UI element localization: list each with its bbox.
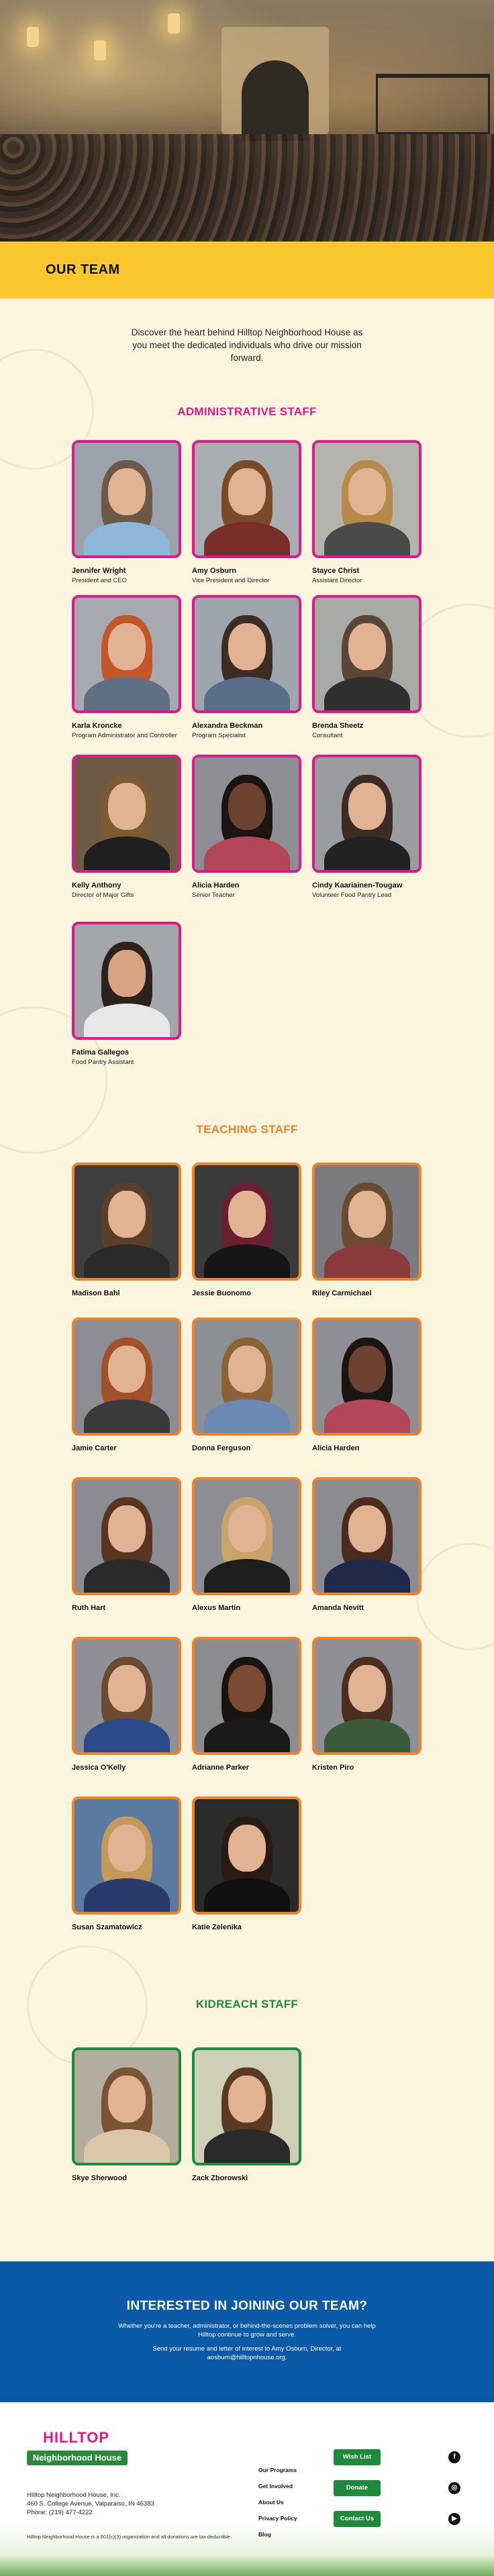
staff-photo xyxy=(72,595,181,713)
phone-number: Phone: (219) 477-4222 xyxy=(27,2509,93,2516)
staff-card xyxy=(192,1637,301,1772)
footer-link-about[interactable]: About Us xyxy=(258,2499,284,2506)
staff-photo xyxy=(312,1477,422,1595)
staff-name: Adrianne Parker xyxy=(192,1764,249,1772)
join-heading: INTERESTED IN JOINING OUR TEAM? xyxy=(126,2299,368,2313)
staff-card xyxy=(72,755,181,900)
staff-role: Assistant Director xyxy=(312,577,362,584)
staff-photo xyxy=(192,1796,301,1915)
staff-role: Program Administrator and Controller xyxy=(72,732,177,739)
staff-name: Jennifer Wright xyxy=(72,567,126,575)
staff-photo xyxy=(312,440,422,558)
staff-photo xyxy=(192,440,301,558)
footer-links xyxy=(258,2467,297,2547)
staff-name: Stayce Christ xyxy=(312,567,360,575)
tax-note: Hilltop Neighborhood House is a 501(c)(3) organization and all donations are tax deductible. xyxy=(27,2534,232,2540)
staff-card xyxy=(72,1637,181,1772)
staff-card xyxy=(72,922,181,1067)
footer-address xyxy=(27,2491,154,2517)
staff-name: Katie Zelenika xyxy=(192,1923,242,1931)
staff-name: Alicia Harden xyxy=(192,881,240,890)
staff-role: Director of Major Gifts xyxy=(72,892,134,899)
join-contact-text: Send your resume and letter of interest to Amy Osburn, Director, at aosburn@hilltopnhouse.org. xyxy=(152,2345,342,2361)
instagram-icon[interactable]: ◎ xyxy=(448,2482,460,2494)
staff-name: Alexus Martin xyxy=(192,1604,241,1612)
staff-card xyxy=(312,1477,422,1612)
staff-name: Alicia Harden xyxy=(312,1444,360,1452)
staff-role: President and CEO xyxy=(72,577,127,584)
street-address: 460 S. College Avenue, Valparaiso, IN 46383 xyxy=(27,2500,154,2508)
staff-photo xyxy=(192,1318,301,1436)
staff-card xyxy=(192,2047,301,2182)
administrative-staff-heading: ADMINISTRATIVE STAFF xyxy=(177,405,317,418)
staff-photo xyxy=(192,2047,301,2165)
staff-photo xyxy=(312,1163,422,1281)
staff-card xyxy=(192,440,301,585)
staff-name: Amanda Nevitt xyxy=(312,1604,364,1612)
staff-photo xyxy=(72,1477,181,1595)
staff-photo xyxy=(72,1318,181,1436)
contact-us-button[interactable]: Contact Us xyxy=(334,2511,381,2527)
hero-balcony xyxy=(376,74,490,134)
staff-photo xyxy=(312,1318,422,1436)
footer-link-privacy[interactable]: Privacy Policy xyxy=(258,2515,297,2522)
staff-card xyxy=(192,595,301,740)
hero-archway xyxy=(242,60,309,141)
staff-name: Kelly Anthony xyxy=(72,881,121,890)
staff-name: Jessica O'Kelly xyxy=(72,1764,126,1772)
staff-name: Fatima Gallegos xyxy=(72,1049,129,1057)
staff-name: Amy Osburn xyxy=(192,567,237,575)
footer xyxy=(0,2402,494,2576)
staff-card xyxy=(312,755,422,900)
hero-photo xyxy=(0,0,494,241)
staff-name: Brenda Sheetz xyxy=(312,722,364,730)
footer-link-programs[interactable]: Our Programs xyxy=(258,2467,297,2473)
staff-card xyxy=(72,2047,181,2182)
staff-photo xyxy=(312,755,422,873)
staff-card xyxy=(192,1163,301,1297)
staff-card xyxy=(312,595,422,740)
staff-card xyxy=(72,1318,181,1452)
staff-photo xyxy=(192,1163,301,1281)
staff-role: Senior Teacher xyxy=(192,892,235,899)
staff-name: Kristen Piro xyxy=(312,1764,354,1772)
staff-name: Zack Zborowski xyxy=(192,2174,248,2182)
staff-photo xyxy=(72,1637,181,1755)
hero-lamp xyxy=(168,13,180,34)
org-name: Hilltop Neighborhood House, Inc. xyxy=(27,2491,121,2499)
staff-card xyxy=(72,1477,181,1612)
facebook-icon[interactable]: f xyxy=(448,2451,460,2463)
staff-card xyxy=(72,1796,181,1931)
staff-card xyxy=(312,440,422,585)
footer-link-get-involved[interactable]: Get Involved xyxy=(258,2483,293,2489)
staff-card xyxy=(192,1318,301,1452)
staff-photo xyxy=(192,1477,301,1595)
staff-name: Alexandra Beckman xyxy=(192,722,263,730)
staff-name: Madison Bahl xyxy=(72,1289,120,1297)
staff-name: Jessie Buonomo xyxy=(192,1289,252,1297)
staff-role: Consultant xyxy=(312,732,343,739)
staff-name: Riley Carmichael xyxy=(312,1289,372,1297)
footer-link-blog[interactable]: Blog xyxy=(258,2531,271,2538)
staff-name: Ruth Hart xyxy=(72,1604,106,1612)
staff-role: Program Specialist xyxy=(192,732,246,739)
intro-text: Discover the heart behind Hilltop Neighborhood House as you meet the dedicated individuals who drive our mission forward. xyxy=(131,327,363,363)
staff-name: Donna Ferguson xyxy=(192,1444,251,1452)
staff-name: Susan Szamatowicz xyxy=(72,1923,142,1931)
background-doodle xyxy=(416,1543,494,1650)
staff-photo xyxy=(72,1796,181,1915)
hero-crowd xyxy=(0,134,494,241)
staff-photo xyxy=(72,2047,181,2165)
page-title: OUR TEAM xyxy=(46,262,120,277)
staff-card xyxy=(312,1163,422,1297)
staff-photo xyxy=(192,1637,301,1755)
logo-wordmark: HILLTOP xyxy=(43,2429,110,2446)
staff-name: Karla Kroncke xyxy=(72,722,122,730)
staff-card xyxy=(312,1637,422,1772)
staff-card xyxy=(72,595,181,740)
kidreach-staff-heading: KIDREACH STAFF xyxy=(195,1998,299,2010)
join-team-section xyxy=(0,2261,494,2402)
staff-photo xyxy=(72,922,181,1040)
staff-role: Food Pantry Assistant xyxy=(72,1059,134,1066)
staff-card xyxy=(192,1477,301,1612)
teaching-staff-heading: TEACHING STAFF xyxy=(196,1123,298,1136)
staff-photo xyxy=(72,1163,181,1281)
staff-name: Jamie Carter xyxy=(72,1444,117,1452)
staff-role: Vice President and Director xyxy=(192,577,270,584)
staff-photo xyxy=(72,755,181,873)
staff-card xyxy=(192,755,301,900)
our-team-banner xyxy=(0,241,494,299)
footer-logo[interactable] xyxy=(27,2429,128,2468)
hero-lamp xyxy=(94,40,106,60)
staff-role: Volunteer Food Pantry Lead xyxy=(312,892,392,899)
youtube-icon[interactable]: ▶ xyxy=(448,2513,460,2525)
staff-photo xyxy=(312,1637,422,1755)
donate-button[interactable]: Donate xyxy=(334,2480,381,2496)
staff-photo xyxy=(312,595,422,713)
staff-name: Skye Sherwood xyxy=(72,2174,127,2182)
join-text: Whether you're a teacher, administrator, or behind-the-scenes problem solver, you can help Hilltop continue to grow and serve. xyxy=(118,2322,376,2339)
logo-subtitle: Neighborhood House xyxy=(27,2451,128,2465)
staff-card xyxy=(72,1163,181,1297)
staff-card xyxy=(312,1318,422,1452)
staff-card xyxy=(192,1796,301,1931)
hero-lamp xyxy=(27,27,39,47)
staff-photo xyxy=(192,755,301,873)
staff-photo xyxy=(192,595,301,713)
staff-photo xyxy=(72,440,181,558)
staff-card xyxy=(72,440,181,585)
staff-name: Cindy Kaariainen-Tougaw xyxy=(312,881,403,890)
wish-list-button[interactable]: Wish List xyxy=(334,2449,381,2465)
